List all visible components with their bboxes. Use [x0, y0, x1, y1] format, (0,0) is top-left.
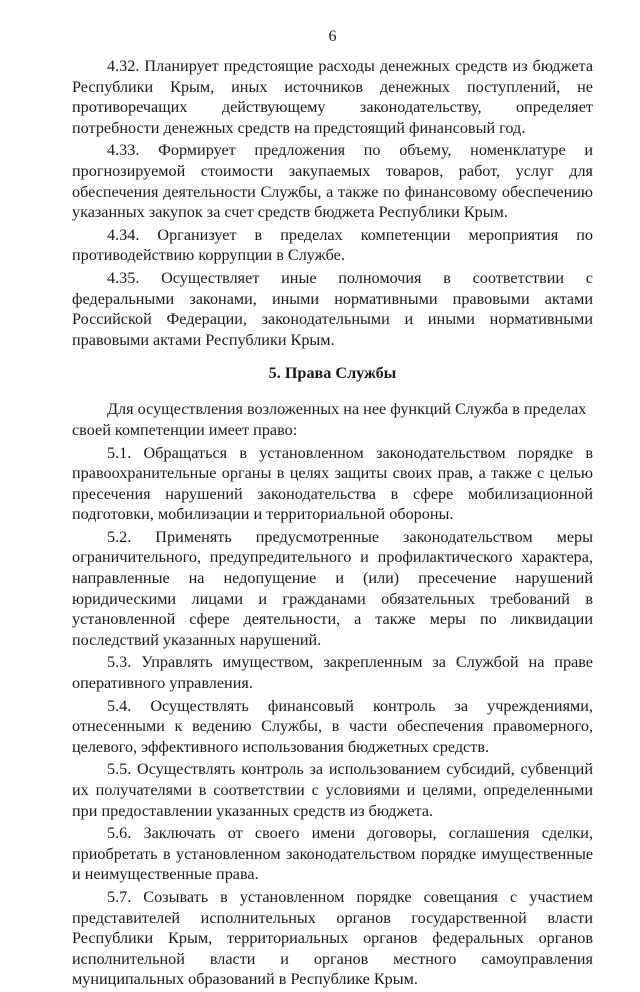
clause-4-32: 4.32. Планирует предстоящие расходы денежных средств из бюджета Республики Крым, иных источников денежных поступлений, не противоречащих действующему законодательству, определяет потребности денежных средств на предстоящий финансовый год.	[72, 57, 593, 137]
clause-4-35: 4.35. Осуществляет иные полномочия в соответствии с федеральными законами, иными нормативными правовыми актами Российской Федерации, законодательными и иными нормативными правовыми актами Республики Крым.	[72, 268, 593, 349]
clause-5-6: 5.6. Заключать от своего имени договоры, соглашения сделки, приобретать в установленном законодательством порядке имущественные и неимущественные права.	[72, 824, 593, 884]
section-heading: 5. Права Службы	[268, 364, 397, 383]
clause-4-33: 4.33. Формирует предложения по объему, номенклатуре и прогнозируемой стоимости закупаемых товаров, работ, услуг для обеспечения деятельности Службы, а также по финансовому обеспечению указанных закупок за счет средств бюджета Республики Крым.	[72, 141, 593, 222]
section-intro: Для осуществления возложенных на нее функций Служба в пределах своей компетенции имеет право:	[72, 400, 587, 439]
page-number: 6	[328, 28, 337, 45]
clause-5-1: 5.1. Обращаться в установленном законодательством порядке в правоохранительные органы в целях защиты своих прав, а также с целью пресечения нарушений законодательства в сфере мобилизационной подготовки, мобилизации и территориальной обороны.	[72, 443, 593, 524]
document-page	[72, 28, 593, 992]
clause-5-3: 5.3. Управлять имуществом, закрепленным за Службой на праве оперативного управления.	[72, 653, 593, 693]
clause-5-4: 5.4. Осуществлять финансовый контроль за учреждениями, отнесенными к ведению Службы, в части обеспечения правомерного, целевого, эффективного использования бюджетных средств.	[72, 696, 593, 756]
clause-4-34: 4.34. Организует в пределах компетенции мероприятия по противодействию коррупции в Службе.	[72, 225, 593, 265]
clause-5-2: 5.2. Применять предусмотренные законодательством меры ограничительного, предупредительного и профилактического характера, направленные на недопущение и (или) пресечение нарушений юридическими лицами и гражданами обязательных требований в установленной сфере деятельности, а также меры по ликвидации последствий указанных нарушений.	[72, 527, 593, 649]
clause-5-7: 5.7. Созывать в установленном порядке совещания с участием представителей исполнительных органов государственной власти Республики Крым, территориальных органов федеральных органов исполнительной власти и органов местного самоуправления муниципальных образований в Республике Крым.	[72, 887, 593, 989]
clause-5-5: 5.5. Осуществлять контроль за использованием субсидий, субвенций их получателями в соответствии с условиями и целями, определенными при предоставлении указанных средств из бюджета.	[72, 760, 593, 820]
